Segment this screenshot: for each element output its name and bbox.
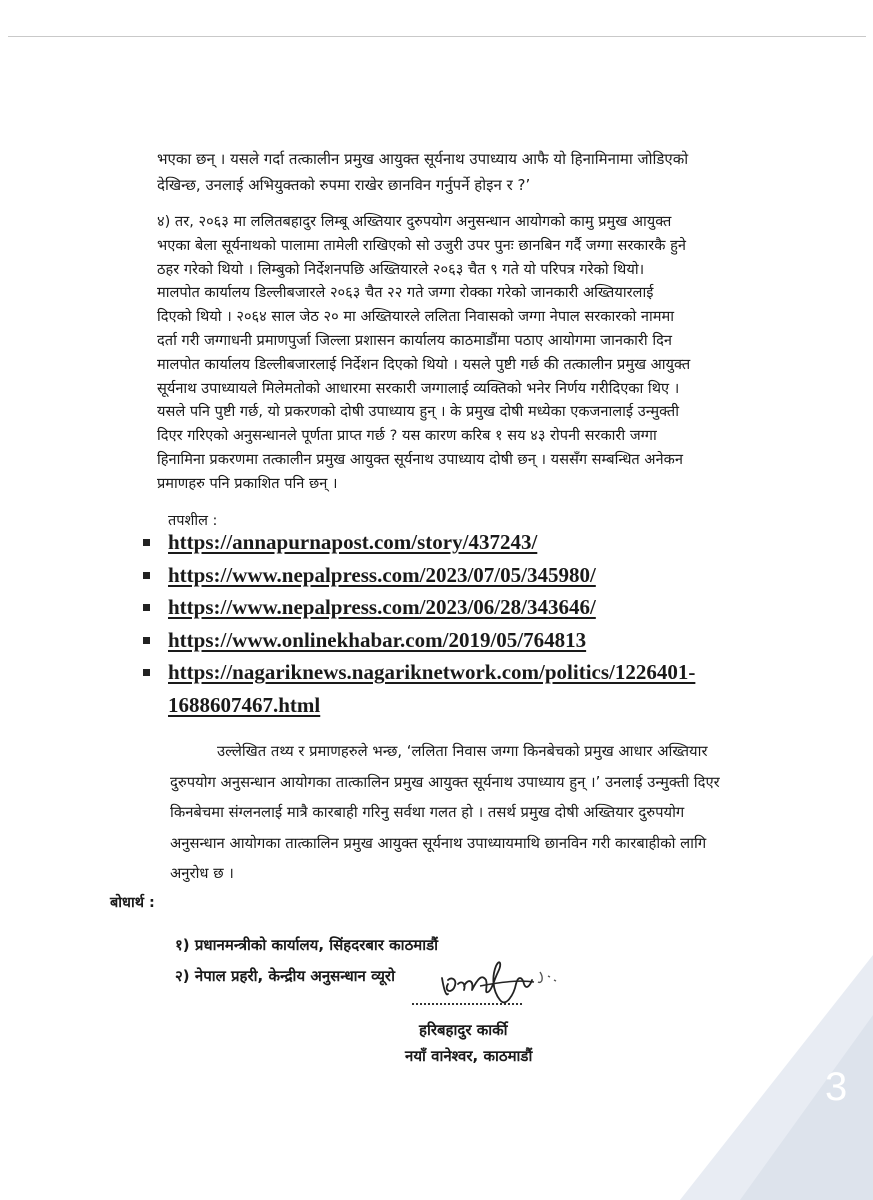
text-line: प्रमाणहरु पनि प्रकाशित पनि छन् । [157,474,338,492]
text-line: ४) तर, २०६३ मा ललितबहादुर लिम्बू अख्तियार दुरुपयोग अनुसन्धान आयोगको कामु प्रमुख आयुक्त [157,213,672,230]
reference-link[interactable]: https://www.nepalpress.com/2023/07/05/345980/ [168,562,596,587]
reference-link[interactable]: https://annapurnapost.com/story/437243/ [168,530,538,554]
text-line: भएका छन् । यसले गर्दा तत्कालीन प्रमुख आयुक्त सूर्यनाथ उपाध्याय आफै यो हिनामिनामा जोडिएको [157,150,689,168]
text-line: हिनामिना प्रकरणमा तत्कालीन प्रमुख आयुक्त सूर्यनाथ उपाध्याय दोषी छन् । यससँग सम्बन्धित अनेकन [157,450,683,468]
list-item [140,656,695,721]
text-line: अनुसन्धान आयोगका तात्कालिन प्रमुख आयुक्त सूर्यनाथ उपाध्यायमाथि छानविन गरी कारबाहीको लागि [170,834,707,852]
reference-link[interactable]: https://www.onlinekhabar.com/2019/05/764813 [168,627,587,652]
cc-item: १) प्रधानमन्त्रीको कार्यालय, सिंहदरबार काठमाडौं [175,936,439,954]
bullet-icon [143,604,150,611]
list-item [140,591,695,624]
bullet-icon [143,637,150,644]
reference-link[interactable]: https://www.nepalpress.com/2023/06/28/343646/ [168,595,596,619]
text-line: ठहर गरेको थियो । लिम्बुको निर्देशनपछि अख्तियारले २०६३ चैत ९ गते यो परिपत्र गरेको थियो। [157,260,645,278]
text-line: उल्लेखित तथ्य र प्रमाणहरुले भन्छ, ‘ललिता निवास जग्गा किनबेचको प्रमुख आधार अख्तियार [170,743,708,760]
cc-item: २) नेपाल प्रहरी, केन्द्रीय अनुसन्धान व्यूरो [175,967,395,985]
bullet-icon [143,572,150,579]
reference-link[interactable]: https://nagariknews.nagariknetwork.com/politics/1226401- 1688607467.html [168,660,696,717]
details-label: तपशील : [168,513,218,529]
reference-links-list [140,526,695,721]
text-line: दर्ता गरी जग्गाधनी प्रमाणपुर्जा जिल्ला प्रशासन कार्यालय काठमाडौंमा पठाए आयोगमा जानकारी दिन [157,331,672,349]
list-item [140,624,695,657]
bullet-icon [143,539,150,546]
text-line: दुरुपयोग अनुसन्धान आयोगका तात्कालिन प्रमुख आयुक्त सूर्यनाथ उपाध्याय हुन् ।’ उनलाई उन्मुक्ती दिएर [170,773,720,791]
handwritten-signature [430,950,590,1020]
text-line: अनुरोध छ । [170,865,234,882]
list-item [140,559,695,592]
top-divider [8,36,866,37]
list-item [140,526,695,559]
text-line: मालपोत कार्यालय डिल्लीबजारले २०६३ चैत २२ गते जग्गा रोक्का गरेको जानकारी अख्तियारलाई [157,284,654,302]
text-line: किनबेचमा संग्लनलाई मात्रै कारबाही गरिनु सर्वथा गलत हो । तसर्थ प्रमुख दोषी अख्तियार दुरुपयोग [170,804,685,821]
text-line: दिएको थियो । २०६४ साल जेठ २० मा अख्तियारले ललिता निवासको जग्गा नेपाल सरकारको नाममा [157,308,674,326]
text-line: मालपोत कार्यालय डिल्लीबजारलाई निर्देशन दिएको थियो । यसले पुष्टी गर्छ की तत्कालीन प्रमुख आयुक्त [157,355,691,373]
paragraph-point-4 [157,210,787,496]
cc-list [175,930,438,992]
text-line: भएका बेला सूर्यनाथको पालामा तामेली राखिएको सो उजुरी उपर पुनः छानबिन गर्दै जग्गा सरकारकै हुने [157,236,686,254]
sender-address: नयाँ वानेश्वर, काठमाडौं [405,1047,533,1065]
sender-name: हरिबहादुर कार्की [419,1021,508,1039]
cc-label: बोधार्थ : [110,895,155,911]
paragraph-continuation [157,147,787,198]
text-line: दिएर गरिएको अनुसन्धानले पूर्णता प्राप्त गर्छ ? यस कारण करिब १ सय ४३ रोपनी सरकारी जग्गा [157,427,657,445]
paragraph-conclusion [170,737,790,890]
text-line: देखिन्छ, उनलाई अभियुक्तको रुपमा राखेर छानविन गर्नुपर्ने होइन र ?’ [157,175,531,194]
page-number: 3 [825,1065,848,1109]
signature-line [412,1003,522,1005]
bullet-icon [143,669,150,676]
text-line: सूर्यनाथ उपाध्यायले मिलेमतोको आधारमा सरकारी जग्गालाई व्यक्तिको भनेर निर्णय गरीदिएका थिए । [157,379,680,397]
text-line: यसले पनि पुष्टी गर्छ, यो प्रकरणको दोषी उपाध्याय हुन् । के प्रमुख दोषी मध्येका एकजनालाई उन्मुक्ती [157,403,680,421]
